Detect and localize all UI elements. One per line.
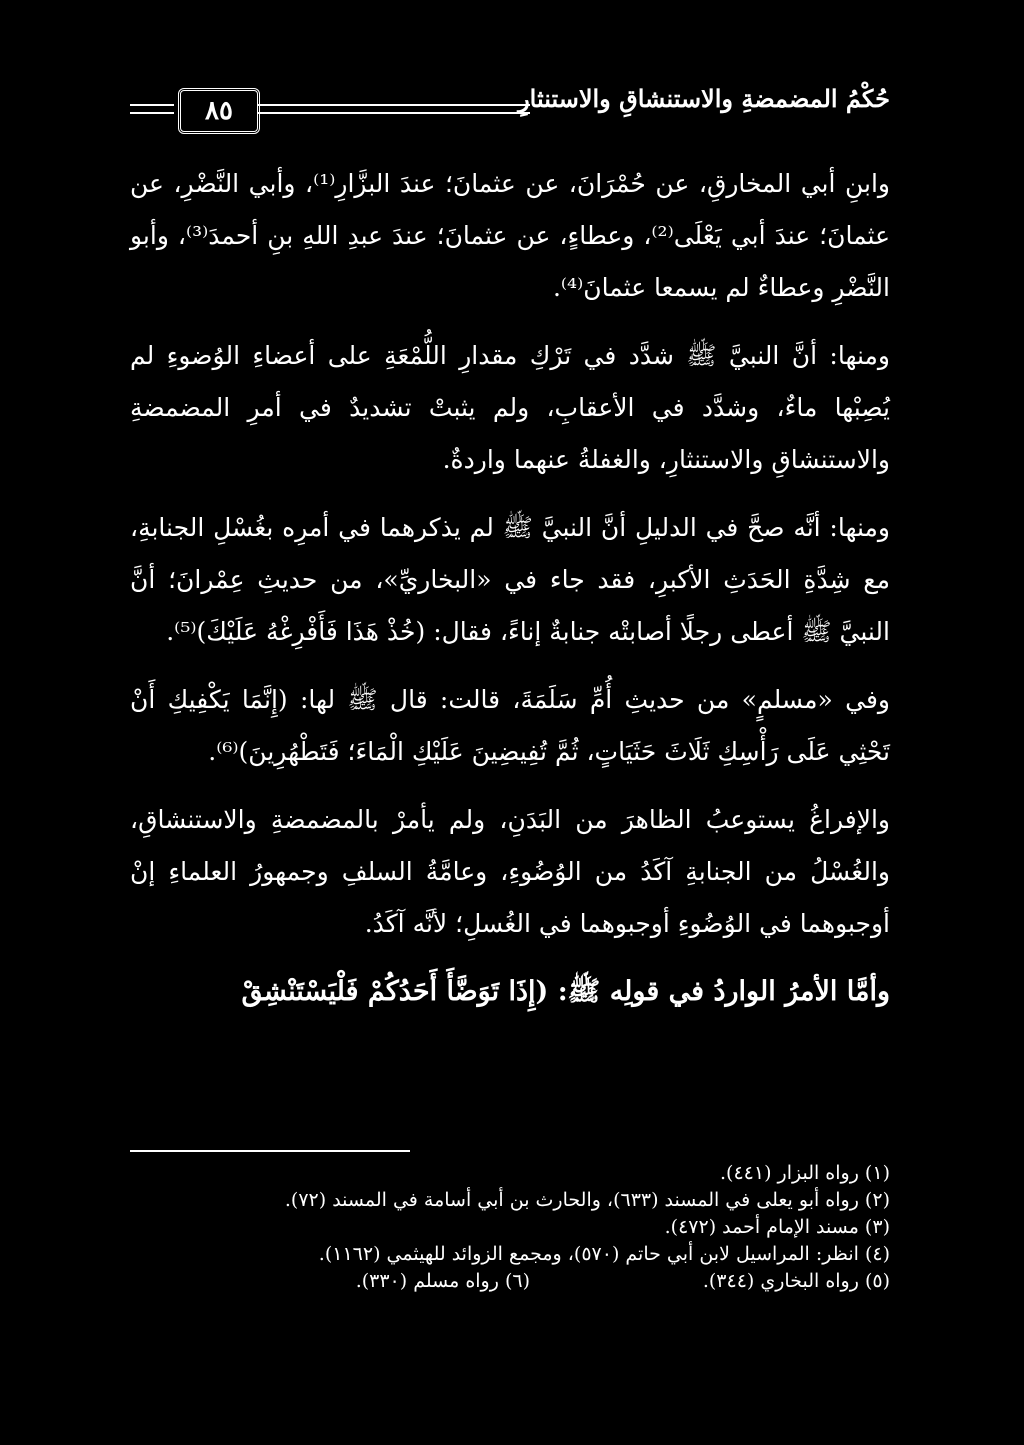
paragraph-2: ومنها: أنَّ النبيَّ ﷺ شدَّد في تَرْكِ مقدارِ اللُّمْعَةِ على أعضاءِ الوُضوءِ لم يُصِبْها ماءٌ، وشدَّد في الأعقابِ، ولم يثبتْ تشديدٌ في أمرِ المضمضةِ والاستنشاقِ والاستنثارِ، والغفلةُ عنهما واردةٌ. [130, 341, 890, 474]
footnote-4: (٤) انظر: المراسيل لابن أبي حاتم (٥٧٠)، ومجمع الزوائد للهيثمي (١١٦٢). [318, 1243, 890, 1265]
footnote-6: (٦) رواه مسلم (٣٣٠). [355, 1270, 530, 1292]
footnote-rule [130, 1150, 410, 1152]
footnotes [130, 1150, 890, 1295]
paragraph-5: والإفراغُ يستوعبُ الظاهرَ من البَدَنِ، ولم يأمرْ بالمضمضةِ والاستنشاقِ، والغُسْلُ من الجنابةِ آكَدُ من الوُضُوءِ، وعامَّةُ السلفِ وجمهورُ العلماءِ إنْ أوجبوهما في الوُضُوءِ أوجبوهما في الغُسلِ؛ لأنَّه آكَدُ. [130, 805, 890, 938]
paragraph-1: وابنِ أبي المخارقِ، عن حُمْرَانَ، عن عثمانَ؛ عندَ البزَّارِ⁽¹⁾، وأبي النَّضْرِ، عن عثمانَ؛ عندَ أبي يَعْلَى⁽²⁾، وعطاءٍ، عن عثمانَ؛ عندَ عبدِ اللهِ بنِ أحمدَ⁽³⁾، وأبو النَّضْرِ وعطاءٌ لم يسمعا عثمانَ⁽⁴⁾. [130, 169, 890, 302]
paragraph-6: وأمَّا الأمرُ الواردُ في قولِه ﷺ: (إِذَا تَوَضَّأَ أَحَدُكُمْ فَلْيَسْتَنْشِقْ [241, 976, 890, 1007]
footnote-2: (٢) رواه أبو يعلى في المسند (٦٣٣)، والحارث بن أبي أسامة في المسند (٧٢). [284, 1189, 890, 1211]
footnote-pair [130, 1268, 890, 1295]
paragraph-4: وفي «مسلمٍ» من حديثِ أُمِّ سَلَمَةَ، قالت: قال ﷺ لها: (إِنَّمَا يَكْفِيكِ أَنْ تَحْثِي عَلَى رَأْسِكِ ثَلَاثَ حَثَيَاتٍ، ثُمَّ تُفِيضِينَ عَلَيْكِ الْمَاءَ؛ فَتَطْهُرِينَ)⁽⁶⁾. [130, 685, 890, 766]
running-title: حُكْمُ المضمضةِ والاستنشاقِ والاستنثارِ [518, 84, 890, 113]
page-number: ٨٥ [178, 88, 260, 134]
footnote-3: (٣) مسند الإمام أحمد (٤٧٢). [664, 1216, 890, 1238]
footnote-5: (٥) رواه البخاري (٣٤٤). [702, 1270, 890, 1292]
footnote-1: (١) رواه البزار (٤٤١). [720, 1162, 890, 1184]
paragraph-3: ومنها: أنَّه صحَّ في الدليلِ أنَّ النبيَّ ﷺ لم يذكرهما في أمرِه بغُسْلِ الجنابةِ، مع شِدَّةِ الحَدَثِ الأكبرِ، فقد جاء في «البخاريِّ»، من حديثِ عِمْرانَ؛ أنَّ النبيَّ ﷺ أعطى رجلًا أصابتْه جنابةٌ إناءً، فقال: (خُذْ هَذَا فَأَفْرِغْهُ عَلَيْكَ)⁽⁵⁾. [130, 513, 890, 646]
